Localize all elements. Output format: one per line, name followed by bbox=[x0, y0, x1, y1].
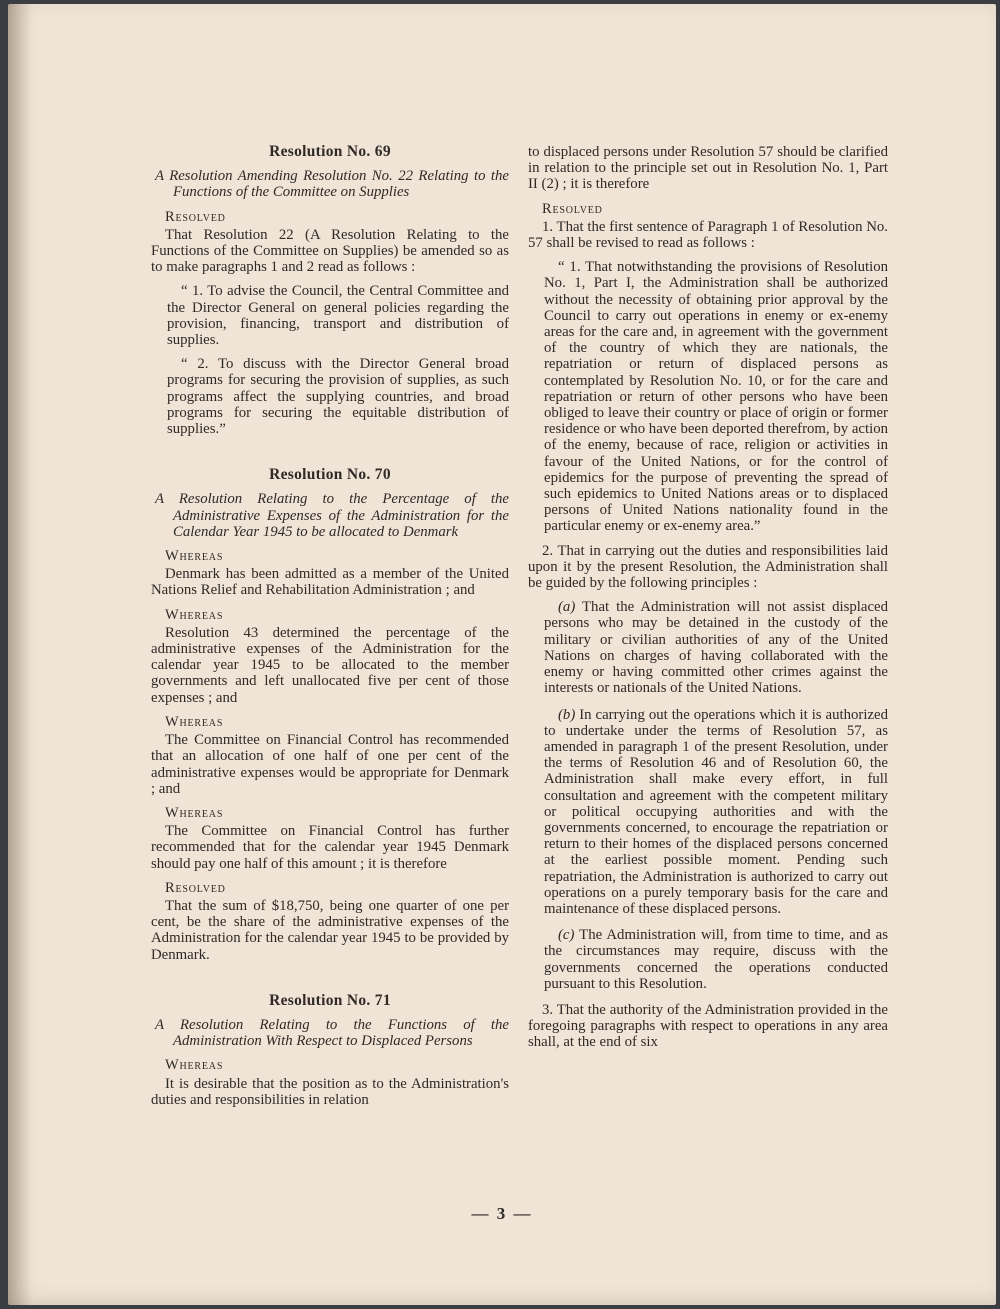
resolution-70-subtitle: A Resolution Relating to the Percentage of the Administrative Expenses of the Administration for the Calendar Year 1945 to be allocated to Denmark bbox=[155, 491, 509, 540]
principle-b-text: In carrying out the operations which it is authorized to undertake under the terms of Resolution 57, as amended in paragraph 1 of the present Resolution, under the terms of Resolution 46 and of Resolution 60, the Administration shall make every effort, in full consultation and agreement with the competent military or political occupying authorities and with the governments concerned, to encourage the repatriation or return to their homes of the displaced persons concerned at the earliest possible moment. Pending such repatriation, the Administration is authorized to carry out operations on a purely temporary basis for the care and maintenance of these displaced persons. bbox=[544, 706, 888, 917]
document-page bbox=[8, 4, 996, 1305]
resolution-71-paragraph-3: 3. That the authority of the Administration provided in the foregoing paragraphs with respect to operations in any area shall, at the end of six bbox=[528, 1001, 888, 1051]
resolution-69-title: Resolution No. 69 bbox=[269, 143, 391, 160]
resolution-71-whereas-1: It is desirable that the position as to the Administration's duties and responsibilities in relation bbox=[151, 1075, 509, 1108]
resolution-71-continuation: to displaced persons under Resolution 57 should be clarified in relation to the principle set out in Resolution No. 1, Part II (2) ; it is therefore bbox=[528, 144, 888, 193]
principle-c-mark: (c) bbox=[558, 927, 575, 944]
resolution-71-subtitle: A Resolution Relating to the Functions of the Administration With Respect to Displaced Persons bbox=[155, 1016, 509, 1050]
resolution-70-whereas-1: Denmark has been admitted as a member of the United Nations Relief and Rehabilitation Administration ; and bbox=[151, 566, 509, 599]
whereas-heading: Whereas bbox=[165, 713, 224, 730]
resolution-69-subtitle: A Resolution Amending Resolution No. 22 Relating to the Functions of the Committee on Supplies bbox=[155, 168, 509, 201]
resolution-71-paragraph-2: 2. That in carrying out the duties and responsibilities laid upon it by the present Resolution, the Administration shall be guided by the following principles : bbox=[528, 542, 888, 592]
principle-a-text: That the Administration will not assist displaced persons who may be detained in the custody of the military or civilian authorities of any of the United Nations on charges of having collaborated with the enemy or having committed other crimes against the interests or nationals of the United Nations. bbox=[544, 599, 888, 697]
resolution-70-resolved-body: That the sum of $18,750, being one quarter of one per cent, be the share of the administrative expenses of the Administration for the calendar year 1945 to be provided by Denmark. bbox=[151, 897, 509, 963]
resolution-69-quote-1: “ 1. To advise the Council, the Central Committee and the Director General on general policies regarding the provision, financing, transport and distribution of supplies. bbox=[167, 283, 509, 349]
whereas-heading: Whereas bbox=[165, 1057, 224, 1074]
resolution-70-whereas-3: The Committee on Financial Control has recommended that an allocation of one half of one per cent of the administrative expenses would be appropriate for Denmark ; and bbox=[151, 732, 509, 797]
principle-a-mark: (a) bbox=[558, 599, 576, 616]
principle-a bbox=[528, 599, 888, 696]
resolution-71-paragraph-1: 1. That the first sentence of Paragraph 1 of Resolution No. 57 shall be revised to read as follows : bbox=[528, 218, 888, 252]
resolved-heading: Resolved bbox=[165, 879, 226, 896]
resolution-70-title: Resolution No. 70 bbox=[269, 466, 391, 484]
resolution-70-whereas-2: Resolution 43 determined the percentage of the administrative expenses of the Administration for the calendar year 1945 to be allocated to the member governments and left unallocated five per cent of those expenses ; and bbox=[151, 624, 509, 706]
resolution-69-body: That Resolution 22 (A Resolution Relating to the Functions of the Committee on Supplies) be amended so as to make paragraphs 1 and 2 read as follows : bbox=[151, 226, 509, 276]
resolution-69-quote-2: “ 2. To discuss with the Director General broad programs for securing the provision of supplies, as such programs affect the supplying countries, and broad programs for securing the equitable distribution of supplies.” bbox=[167, 356, 509, 438]
principle-c bbox=[528, 927, 888, 992]
resolution-71-title: Resolution No. 71 bbox=[269, 991, 391, 1009]
right-column bbox=[528, 144, 888, 1059]
whereas-heading: Whereas bbox=[165, 606, 224, 623]
whereas-heading: Whereas bbox=[165, 548, 224, 565]
resolution-70-whereas-4: The Committee on Financial Control has further recommended that for the calendar year 1945 Denmark should pay one half of this amount ; it is therefore bbox=[151, 823, 509, 872]
resolution-71-quote-1: “ 1. That notwithstanding the provisions of Resolution No. 1, Part I, the Administration shall be authorized without the necessity of obtaining prior approval by the Council to carry out operations in enemy or ex-enemy areas for the care and, in agreement with the government of the country of which they are nationals, the repatriation or return of displaced persons as contemplated by Resolution No. 10, or for the care and repatriation or return of other persons who have been obliged to leave their country or place of origin or former residence or who have been deported therefrom, by action of the enemy, because of race, religion or activities in favour of the United Nations, or for the control of epidemics for the purpose of preventing the spread of such epidemics to United Nations areas or to displaced persons of United Nations nationality found in the particular enemy or ex-enemy area.” bbox=[544, 259, 888, 535]
resolved-heading: Resolved bbox=[165, 208, 226, 225]
principle-c-text: The Administration will, from time to time, and as the circumstances may require, discuss with the governments concerned the operations conducted pursuant to this Resolution. bbox=[544, 927, 888, 992]
left-column bbox=[151, 144, 509, 1116]
resolved-heading: Resolved bbox=[542, 200, 603, 217]
page-spine-shadow bbox=[8, 4, 32, 1305]
whereas-heading: Whereas bbox=[165, 804, 224, 821]
principle-b-mark: (b) bbox=[558, 706, 576, 723]
page-number: — 3 — bbox=[471, 1204, 533, 1223]
principle-b bbox=[528, 707, 888, 918]
